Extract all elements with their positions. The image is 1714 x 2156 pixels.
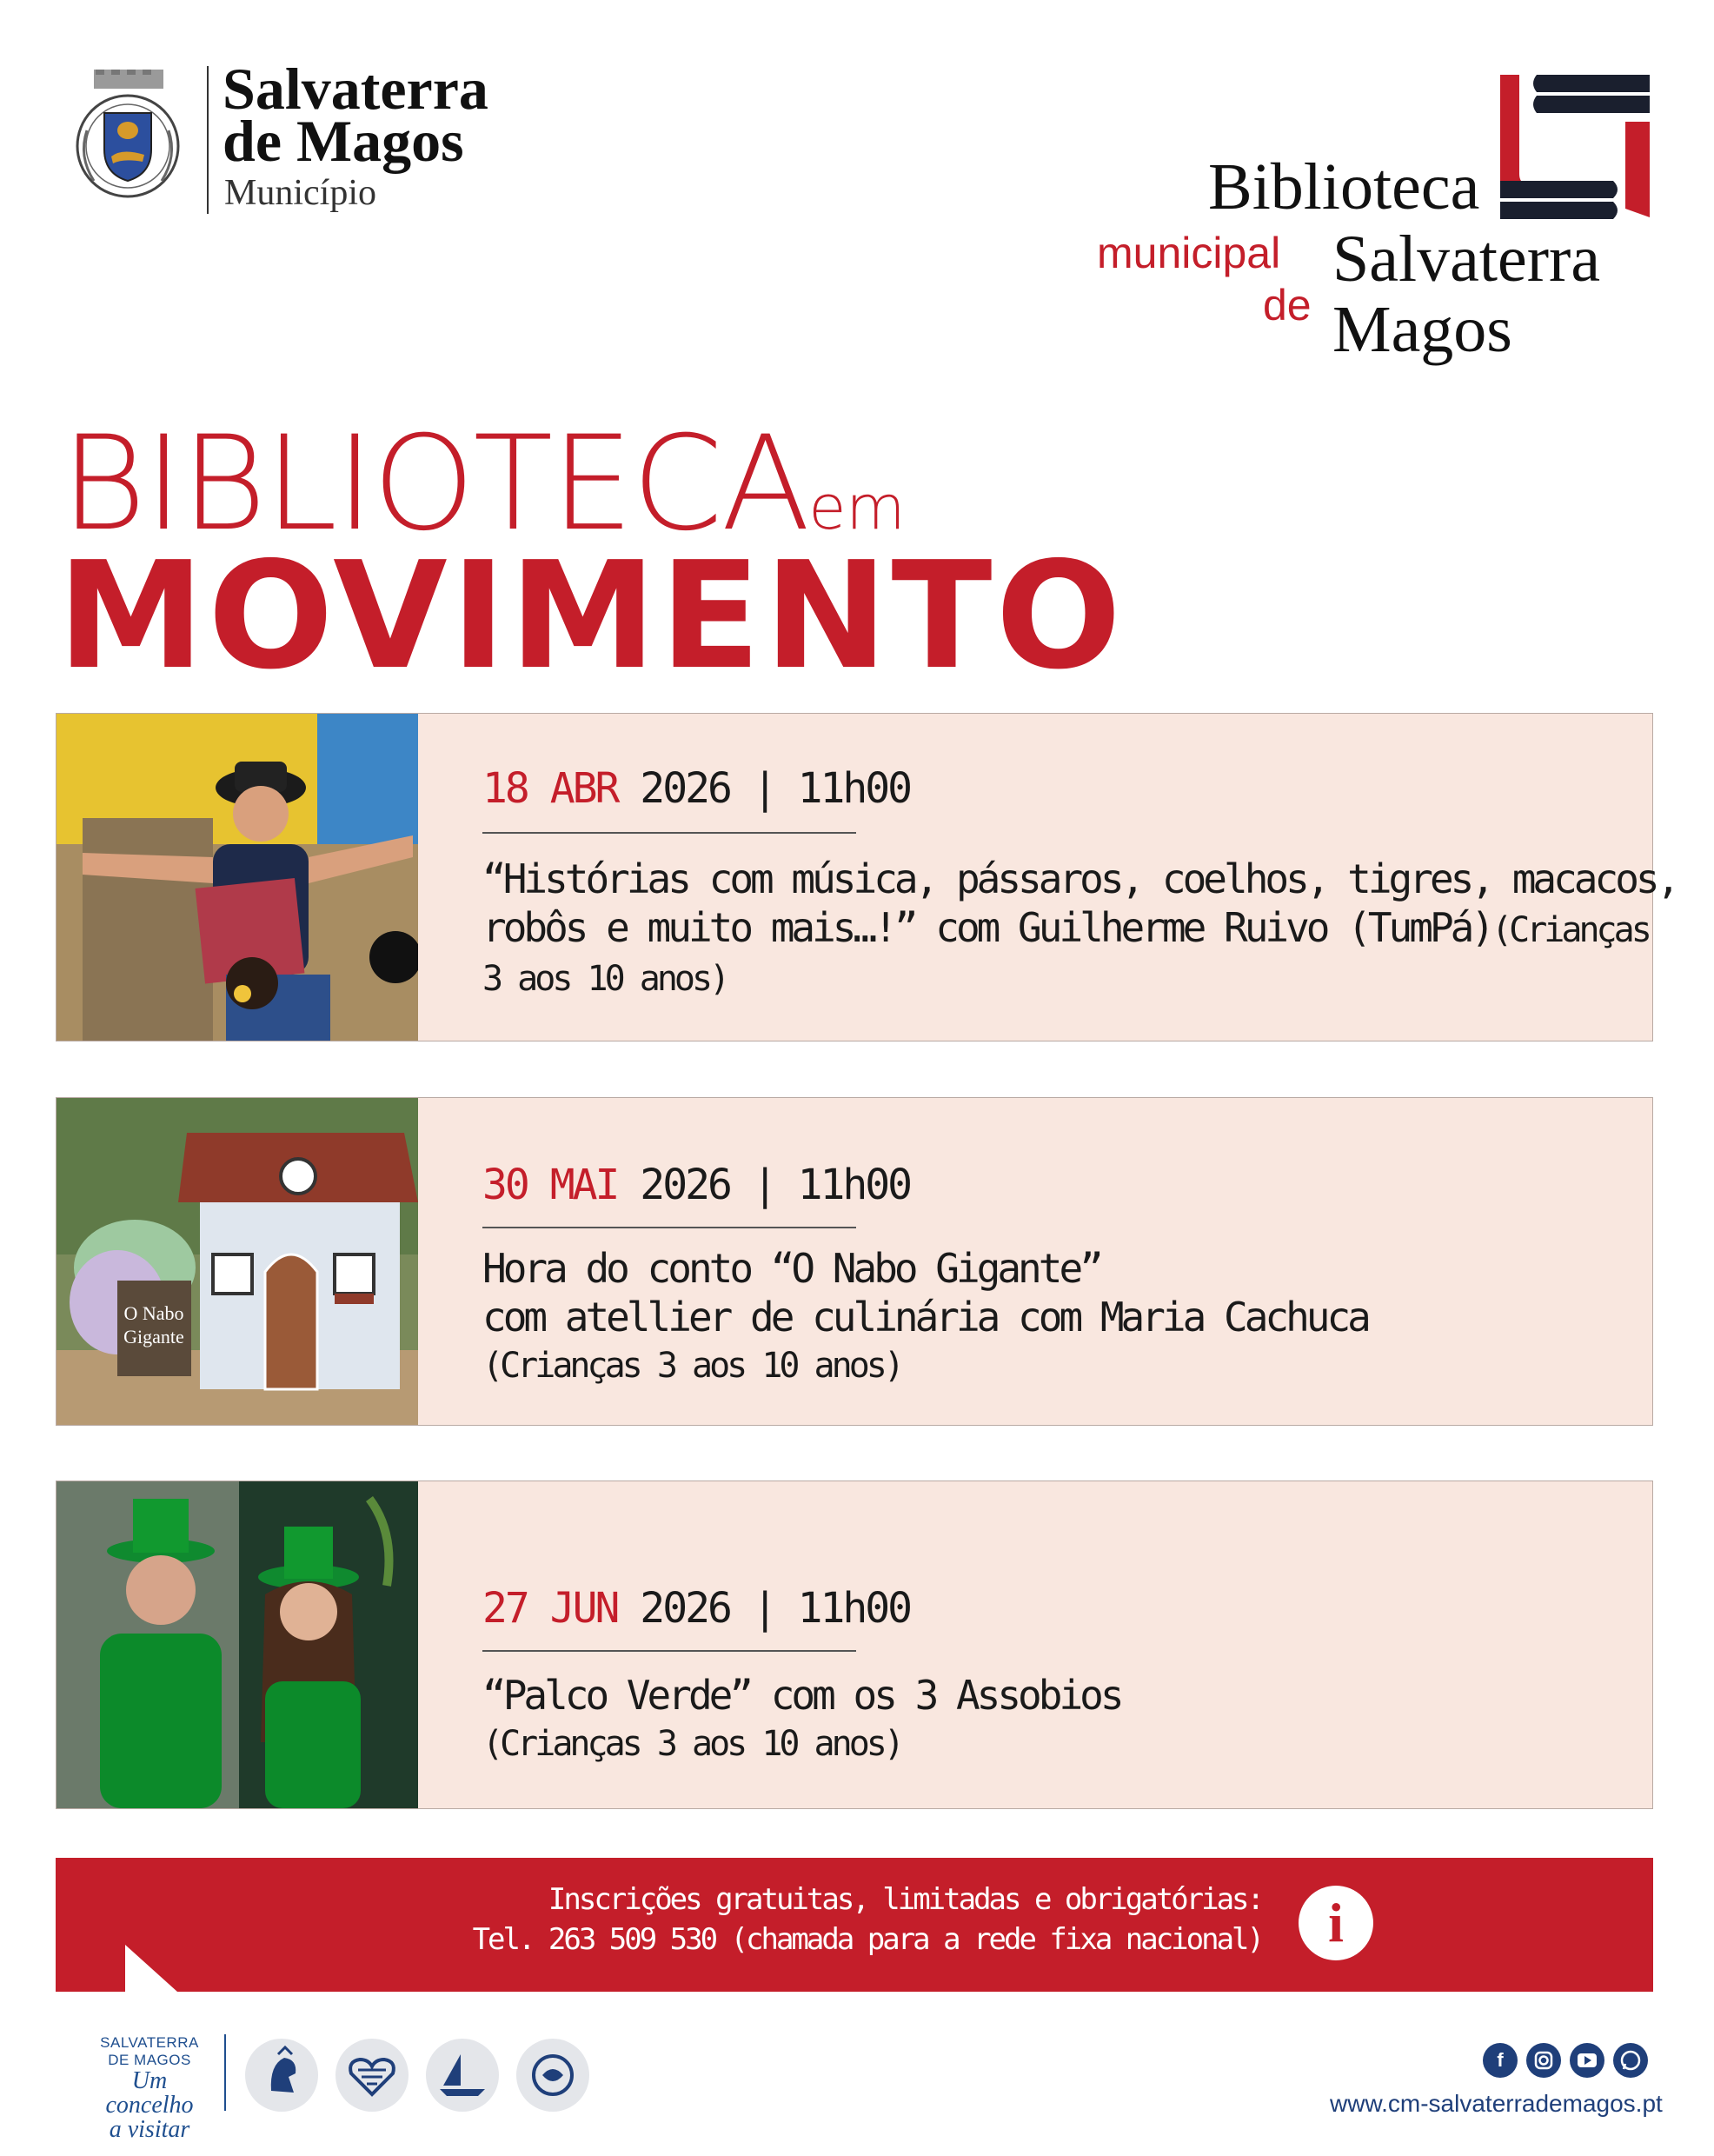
event-desc-3 bbox=[482, 1671, 1121, 1768]
green-performers-photo-icon bbox=[56, 1481, 418, 1808]
library-name-de: de bbox=[1263, 281, 1312, 329]
registration-text: Inscrições gratuitas, limitadas e obrigatórias: bbox=[548, 1882, 1262, 1917]
library-logo-icon bbox=[1495, 70, 1656, 222]
event-card-1 bbox=[56, 713, 1677, 1041]
whatsapp-icon[interactable] bbox=[1613, 2043, 1648, 2078]
event-date-1 bbox=[482, 764, 910, 813]
corner-arrow-icon bbox=[125, 1945, 177, 1992]
storyteller-photo-icon bbox=[56, 714, 418, 1041]
event-desc-2 bbox=[482, 1244, 1368, 1390]
registration-info-bar bbox=[56, 1858, 1653, 1992]
book-title-line2: Gigante bbox=[123, 1326, 184, 1348]
registration-phone: Tel. 263 509 530 (chamada para a rede fixa nacional) bbox=[472, 1922, 1262, 1957]
event-desc-1-line2: robôs e muito mais…!” com Guilherme Ruivo (TumPá) bbox=[482, 904, 1492, 951]
facebook-icon[interactable]: f bbox=[1483, 2043, 1518, 2078]
event-rule-3 bbox=[482, 1650, 856, 1652]
event-date-2-day: 30 MAI bbox=[482, 1161, 618, 1209]
cardboard-house-photo-icon bbox=[56, 1098, 418, 1425]
municipality-name-line1: Salvaterra bbox=[223, 56, 488, 122]
event-desc-3-audience: (Crianças 3 aos 10 anos) bbox=[482, 1724, 901, 1764]
tourism-brand-line2: DE MAGOS bbox=[108, 2052, 191, 2068]
tourism-brand bbox=[97, 2034, 202, 2142]
event-desc-2-audience: (Crianças 3 aos 10 anos) bbox=[482, 1346, 901, 1386]
event-desc-3-line1: “Palco Verde” com os 3 Assobios bbox=[482, 1672, 1121, 1719]
event-date-3-day: 27 JUN bbox=[482, 1584, 618, 1633]
website-link[interactable]: www.cm-salvaterrademagos.pt bbox=[1330, 2090, 1663, 2117]
event-photo-3 bbox=[56, 1481, 418, 1808]
municipality-name-line2: de Magos bbox=[223, 108, 464, 174]
event-card-3 bbox=[56, 1481, 1653, 1809]
title-biblioteca: BIBLIOTECA bbox=[61, 409, 809, 560]
municipality-subtitle: Município bbox=[224, 173, 376, 213]
event-photo-2 bbox=[56, 1098, 418, 1425]
event-card-2 bbox=[56, 1097, 1653, 1426]
heart-pattern-icon bbox=[335, 2039, 409, 2112]
event-date-2-time: 2026 | 11h00 bbox=[617, 1161, 911, 1209]
tourism-brand-slogan1: Um concelho bbox=[105, 2067, 194, 2119]
event-desc-1-audience-start: (Crianças bbox=[1491, 910, 1649, 950]
event-desc-1-line1: “Histórias com música, pássaros, coelhos, tigres, macacos, bbox=[482, 855, 1677, 902]
falcon-icon bbox=[245, 2039, 318, 2112]
municipality-name bbox=[223, 56, 488, 174]
youtube-icon[interactable] bbox=[1570, 2043, 1604, 2078]
tourism-brand-line1: SALVATERRA bbox=[100, 2034, 199, 2051]
title-em: em bbox=[808, 472, 906, 543]
event-rule-2 bbox=[482, 1227, 856, 1228]
tourism-brand-slogan2: a visitar bbox=[109, 2116, 190, 2143]
event-desc-2-line1: Hora do conto “O Nabo Gigante” bbox=[482, 1245, 1100, 1292]
library-name-salvaterra: Salvaterra bbox=[1332, 223, 1601, 296]
event-date-3-time: 2026 | 11h00 bbox=[617, 1584, 911, 1633]
event-desc-1 bbox=[482, 855, 1677, 1003]
heritage-icon bbox=[516, 2039, 589, 2112]
library-name-magos: Magos bbox=[1332, 293, 1512, 366]
event-date-1-time: 2026 | 11h00 bbox=[617, 764, 911, 813]
event-rule-1 bbox=[482, 832, 856, 834]
event-date-1-day: 18 ABR bbox=[482, 764, 618, 813]
event-date-2 bbox=[482, 1161, 910, 1209]
boat-icon bbox=[426, 2039, 499, 2112]
header-divider bbox=[207, 66, 209, 214]
info-icon: i bbox=[1299, 1886, 1373, 1960]
footer-divider bbox=[224, 2034, 226, 2111]
instagram-icon[interactable] bbox=[1526, 2043, 1561, 2078]
event-desc-2-line2: com atellier de culinária com Maria Cachuca bbox=[482, 1294, 1368, 1341]
library-name-biblioteca: Biblioteca bbox=[1208, 150, 1480, 223]
event-photo-1 bbox=[56, 714, 418, 1041]
event-desc-1-audience-end: 3 aos 10 anos) bbox=[482, 959, 727, 999]
title-line2: MOVIMENTO bbox=[57, 530, 1125, 702]
book-title-line1: O Nabo bbox=[123, 1302, 184, 1324]
municipal-crest-icon bbox=[70, 70, 187, 209]
library-name-municipal: municipal bbox=[1097, 229, 1281, 277]
event-date-3 bbox=[482, 1584, 910, 1633]
